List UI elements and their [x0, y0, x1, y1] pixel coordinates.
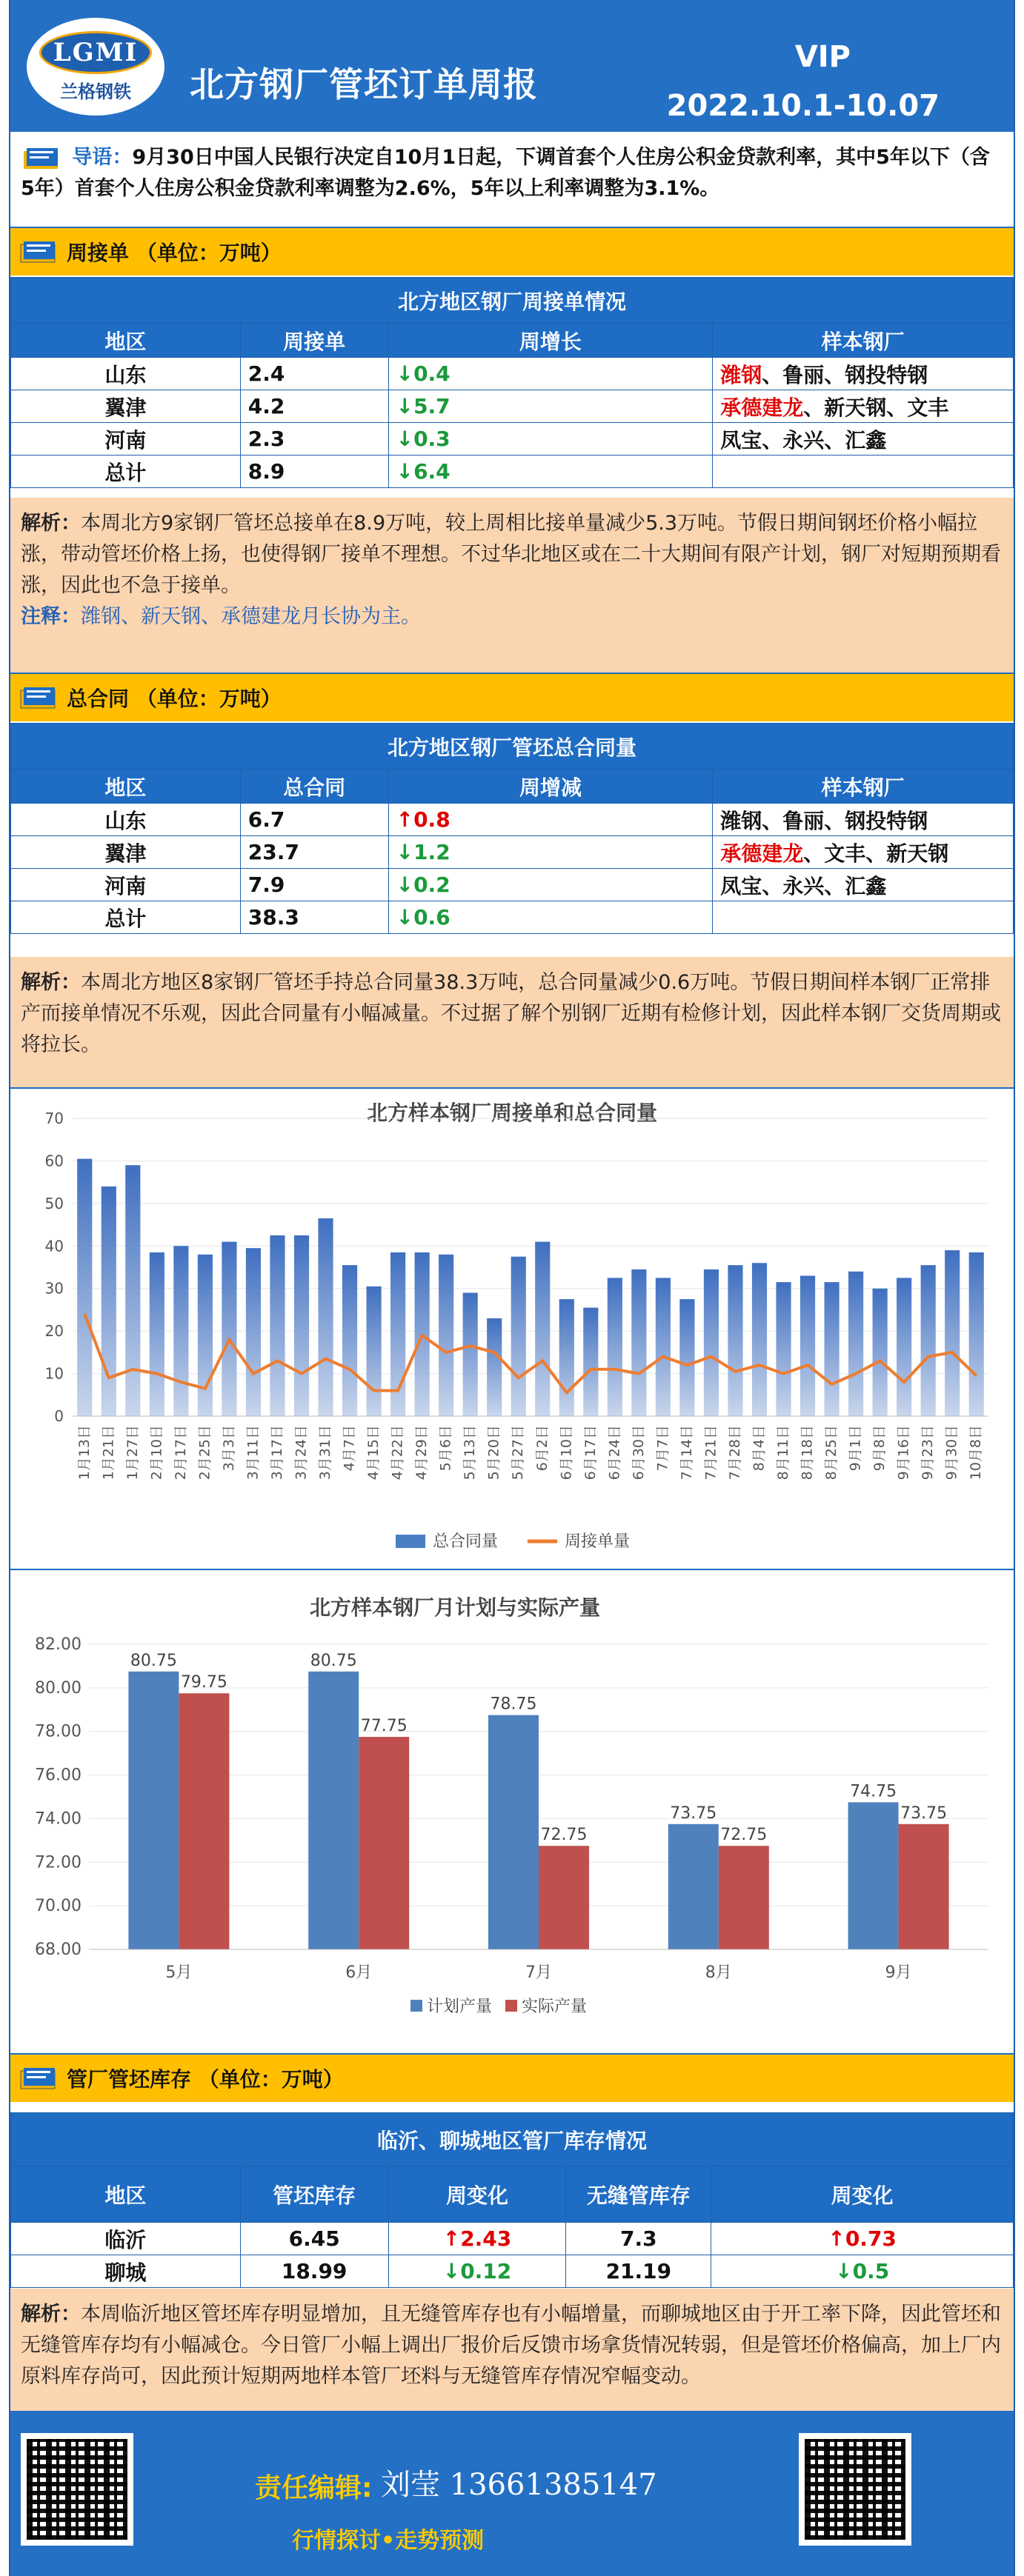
bar-total-contract: [897, 1278, 911, 1416]
data-label: 77.75: [360, 1717, 408, 1736]
bar-total-contract: [173, 1246, 188, 1416]
data-label: 78.75: [490, 1695, 537, 1714]
mills-highlight: 承德建龙: [720, 841, 804, 866]
bar-total-contract: [873, 1289, 888, 1416]
region-cell: 河南: [11, 423, 241, 456]
y-tick-label: 72.00: [35, 1853, 82, 1872]
bar-total-contract: [222, 1242, 236, 1416]
region-cell: 山东: [11, 358, 241, 390]
change-cell: [388, 2255, 566, 2288]
change-value: 2.43: [460, 2226, 512, 2251]
bar-total-contract: [921, 1265, 936, 1416]
bar-actual-output: [179, 1693, 229, 1949]
report-header: [10, 0, 1014, 132]
value-cell: 4.2: [240, 390, 388, 423]
y-tick-label: 68.00: [35, 1941, 82, 1959]
y-tick-label: 10: [44, 1364, 64, 1383]
x-tick-label: 2月17日: [172, 1425, 189, 1481]
bar-total-contract: [679, 1299, 694, 1416]
legend-label: 周接单量: [565, 1532, 631, 1551]
chart-title: 北方样本钢厂周接单和总合同量: [366, 1101, 658, 1125]
bar-total-contract: [752, 1263, 767, 1416]
change-cell: [388, 456, 713, 488]
region-cell: 临沂: [11, 2223, 241, 2255]
bar-total-contract: [800, 1275, 815, 1416]
x-tick-label: 3月3日: [220, 1425, 237, 1472]
chart-title: 北方样本钢厂月计划与实际产量: [309, 1595, 601, 1620]
chart-orders-contracts: [10, 1087, 1014, 1569]
data-label: 72.75: [720, 1826, 768, 1845]
bar-planned-output: [488, 1715, 539, 1949]
mills-highlight: 潍钢: [720, 362, 762, 387]
section-title: 周接单 （单位：万吨）: [67, 241, 282, 265]
table-row: [11, 869, 1014, 901]
x-tick-label: 10月8日: [968, 1425, 985, 1481]
region-cell: 总计: [11, 901, 241, 934]
x-tick-label: 7月14日: [678, 1425, 695, 1481]
mills-text: 潍钢、鲁丽、钢投特钢: [720, 808, 928, 833]
x-tick-label: 1月21日: [100, 1425, 117, 1481]
bar-total-contract: [945, 1250, 960, 1416]
mills-text: 、新天钢、文丰: [803, 395, 949, 420]
mills-text: 、鲁丽、钢投特钢: [762, 362, 928, 387]
section-title: 总合同 （单位：万吨）: [67, 687, 282, 711]
legend-swatch-actual: [505, 2000, 517, 2012]
data-label: 80.75: [310, 1651, 357, 1670]
legend-label: 实际产量: [522, 1998, 588, 2016]
y-tick-label: 50: [44, 1194, 64, 1212]
down-arrow-icon: ↓: [396, 840, 414, 864]
editor-label: 责任编辑:: [255, 2473, 373, 2503]
x-tick-label: 6月30日: [630, 1425, 647, 1481]
x-tick-label: 9月1日: [847, 1425, 864, 1472]
section-weekly-orders-header: [10, 227, 1014, 276]
change-value: 0.8: [413, 807, 451, 832]
change-cell: [388, 358, 713, 390]
region-cell: 聊城: [11, 2255, 241, 2288]
weekly-orders-table: [10, 277, 1014, 488]
mills-highlight: 承德建龙: [720, 395, 804, 420]
mills-cell: [713, 804, 1014, 836]
bar-total-contract: [487, 1318, 502, 1416]
x-tick-label: 1月13日: [76, 1425, 93, 1481]
column-header: 样本钢厂: [713, 324, 1014, 358]
mills-cell: [713, 836, 1014, 869]
y-tick-label: 40: [44, 1237, 64, 1255]
x-tick-label: 6月17日: [582, 1425, 599, 1481]
bar-planned-output: [848, 1802, 899, 1949]
data-label: 72.75: [540, 1826, 588, 1845]
down-arrow-icon: ↓: [396, 394, 414, 418]
y-tick-label: 70.00: [35, 1897, 82, 1916]
mills-text: 凤宝、永兴、汇鑫: [720, 873, 887, 898]
x-tick-label: 4月29日: [413, 1425, 430, 1481]
logo-mark: LGMI: [39, 31, 152, 74]
change-cell: [388, 390, 713, 423]
x-tick-label: 8月4日: [751, 1425, 768, 1472]
x-tick-label: 6月24日: [606, 1425, 623, 1481]
table-row: [11, 390, 1014, 423]
column-header: 无缝管库存: [566, 2166, 711, 2223]
value-cell: 38.3: [240, 901, 388, 934]
bar-actual-output: [539, 1846, 589, 1949]
x-tick-label: 7月21日: [702, 1425, 719, 1481]
note-label: 注释：: [21, 605, 81, 628]
y-tick-label: 70: [44, 1110, 64, 1127]
vip-badge: VIP: [794, 40, 851, 74]
book-icon: [18, 237, 59, 267]
intro-label: 导语：: [72, 146, 133, 169]
chart-orders-contracts-svg: [10, 1089, 1014, 1567]
x-tick-label: 5月27日: [510, 1425, 527, 1481]
column-header: 地区: [11, 770, 241, 804]
region-cell: 总计: [11, 456, 241, 488]
analysis-text: 本周北方9家钢厂管坯总接单在8.9万吨，较上周相比接单量减少5.3万吨。节假日期间钢坯价格小幅拉涨，带动管坯价格上扬，也使得钢厂接单不理想。不过华北地区或在二十大期间有限产计划，钢厂对短期预期看涨，因此也不急于接单。: [21, 512, 1001, 597]
bar-total-contract: [559, 1299, 574, 1416]
change-cell: [388, 869, 713, 901]
x-tick-label: 3月31日: [317, 1425, 334, 1481]
stock-cell: 6.45: [240, 2223, 388, 2255]
mills-cell: [713, 901, 1014, 934]
value-cell: 2.3: [240, 423, 388, 456]
bar-total-contract: [776, 1282, 791, 1416]
bar-total-contract: [631, 1269, 646, 1416]
y-tick-label: 20: [44, 1322, 64, 1341]
x-tick-label: 8月11日: [775, 1425, 792, 1481]
intro-text: 9月30日中国人民银行决定自10月1日起，下调首套个人住房公积金贷款利率，其中5年以下（含5年）首套个人住房公积金贷款利率调整为2.6%，5年以上利率调整为3.1%。: [21, 146, 990, 200]
value-cell: 2.4: [240, 358, 388, 390]
bar-total-contract: [728, 1265, 742, 1416]
analysis-label: 解析：: [21, 512, 81, 535]
y-tick-label: 0: [54, 1407, 64, 1425]
x-tick-label: 9月23日: [920, 1425, 937, 1481]
bar-total-contract: [366, 1287, 381, 1416]
x-tick-label: 1月27日: [124, 1425, 141, 1481]
column-header: 周增减: [388, 770, 713, 804]
mills-text: 凤宝、永兴、汇鑫: [720, 427, 887, 453]
bar-planned-output: [128, 1672, 179, 1949]
book-icon: [18, 2063, 59, 2093]
bar-total-contract: [608, 1278, 622, 1416]
seamless-stock-cell: 21.19: [566, 2255, 711, 2288]
data-label: 74.75: [850, 1782, 897, 1801]
y-tick-label: 60: [44, 1152, 64, 1170]
table-title: 北方地区钢厂管坯总合同量: [11, 724, 1014, 770]
book-icon: [21, 144, 62, 173]
bar-total-contract: [704, 1269, 719, 1416]
change-cell: [388, 804, 713, 836]
data-label: 80.75: [130, 1651, 177, 1670]
x-tick-label: 8月18日: [799, 1425, 816, 1481]
table-row: [11, 901, 1014, 934]
region-cell: 翼津: [11, 836, 241, 869]
up-arrow-icon: ↑: [828, 2226, 845, 2251]
stock-cell: 18.99: [240, 2255, 388, 2288]
legend-label: 总合同量: [433, 1532, 499, 1551]
table-row: [11, 423, 1014, 456]
bar-total-contract: [848, 1272, 863, 1416]
chart-monthly-output: [10, 1569, 1014, 2052]
total-contracts-analysis: [10, 957, 1014, 1087]
editor-contact: 刘莹 13661385147: [381, 2468, 657, 2502]
down-arrow-icon: ↓: [396, 361, 414, 386]
bar-total-contract: [270, 1235, 285, 1416]
region-cell: 山东: [11, 804, 241, 836]
footer-slogan: 行情探讨•走势预测: [292, 2528, 485, 2554]
mills-text: 、文丰、新天钢: [803, 841, 949, 866]
up-arrow-icon: ↑: [396, 807, 414, 832]
analysis-label: 解析：: [21, 971, 81, 994]
change-value: 1.2: [413, 840, 451, 864]
report-footer: [10, 2411, 1014, 2576]
table-title: 临沂、聊城地区管厂库存情况: [11, 2113, 1014, 2166]
x-tick-label: 5月13日: [462, 1425, 479, 1481]
bar-actual-output: [719, 1846, 769, 1949]
analysis-text: 本周北方地区8家钢厂管坯手持总合同量38.3万吨，总合同量减少0.6万吨。节假日期间样本钢厂正常排产而接单情况不乐观，因此合同量有小幅减量。不过据了解个别钢厂近期有检修计划，因此样本钢厂交货周期或将拉长。: [21, 971, 1001, 1056]
change-value: 6.4: [413, 459, 451, 484]
mills-cell: [713, 358, 1014, 390]
change-value: 0.3: [413, 427, 451, 451]
legend-label: 计划产量: [427, 1998, 493, 2016]
down-arrow-icon: ↓: [396, 872, 414, 897]
mills-cell: [713, 456, 1014, 488]
bar-total-contract: [535, 1242, 550, 1416]
report-title: 北方钢厂管坯订单周报: [190, 64, 538, 104]
bar-planned-output: [668, 1824, 719, 1949]
bar-total-contract: [342, 1265, 357, 1416]
change-cell: [711, 2223, 1014, 2255]
legend-swatch-bars: [396, 1535, 425, 1548]
value-cell: 7.9: [240, 869, 388, 901]
bar-actual-output: [359, 1737, 409, 1949]
x-tick-label: 5月20日: [485, 1425, 502, 1481]
bar-total-contract: [511, 1257, 526, 1416]
analysis-text: 本周临沂地区管坯库存明显增加，且无缝管库存也有小幅增量，而聊城地区由于开工率下降，因此管坯和无缝管库存均有小幅减仓。今日管厂小幅上调出厂报价后反馈市场拿货情况转弱，但是管坯价格偏高，加上厂内原料库存尚可，因此预计短期两地样本管厂坯料与无缝管库存情况窄幅变动。: [21, 2303, 1001, 2388]
mills-cell: [713, 423, 1014, 456]
x-tick-label: 9月30日: [943, 1425, 960, 1481]
bar-total-contract: [969, 1252, 984, 1416]
column-header: 周接单: [240, 324, 388, 358]
bar-total-contract: [150, 1252, 164, 1416]
change-cell: [388, 2223, 566, 2255]
bar-total-contract: [125, 1165, 140, 1416]
x-tick-label: 8月25日: [823, 1425, 840, 1481]
down-arrow-icon: ↓: [835, 2259, 853, 2283]
line-weekly-orders: [84, 1314, 976, 1392]
x-tick-label: 5月: [165, 1963, 193, 1982]
table-row: [11, 358, 1014, 390]
bar-total-contract: [77, 1159, 92, 1416]
total-contracts-table: [10, 723, 1014, 934]
bar-total-contract: [246, 1248, 261, 1416]
weekly-orders-analysis: [10, 498, 1014, 673]
bar-total-contract: [463, 1292, 478, 1416]
data-label: 79.75: [180, 1673, 227, 1692]
y-tick-label: 30: [44, 1279, 64, 1298]
column-header: 样本钢厂: [713, 770, 1014, 804]
value-cell: 6.7: [240, 804, 388, 836]
change-value: 0.6: [413, 905, 451, 930]
mills-cell: [713, 869, 1014, 901]
x-tick-label: 4月7日: [341, 1425, 358, 1472]
down-arrow-icon: ↓: [442, 2259, 461, 2283]
change-value: 0.2: [413, 872, 451, 897]
up-arrow-icon: ↑: [442, 2226, 461, 2251]
legend-swatch-planned: [410, 2000, 422, 2012]
company-logo: [27, 18, 164, 116]
x-tick-label: 6月10日: [558, 1425, 575, 1481]
x-tick-label: 9月: [885, 1963, 912, 1982]
value-cell: 8.9: [240, 456, 388, 488]
column-header: 管坯库存: [240, 2166, 388, 2223]
down-arrow-icon: ↓: [396, 459, 414, 484]
x-tick-label: 5月6日: [437, 1425, 454, 1472]
x-tick-label: 6月2日: [533, 1425, 551, 1472]
value-cell: 23.7: [240, 836, 388, 869]
column-header: 周变化: [388, 2166, 566, 2223]
bar-total-contract: [656, 1278, 671, 1416]
x-tick-label: 7月28日: [726, 1425, 743, 1481]
column-header: 地区: [11, 2166, 241, 2223]
change-cell: [388, 423, 713, 456]
analysis-label: 解析：: [21, 2303, 81, 2326]
x-tick-label: 3月24日: [293, 1425, 310, 1481]
bar-total-contract: [439, 1255, 453, 1416]
logo-text: 兰格钢铁: [60, 80, 131, 102]
y-tick-label: 76.00: [35, 1766, 82, 1785]
x-tick-label: 7月7日: [654, 1425, 671, 1472]
change-cell: [388, 901, 713, 934]
report-date: 2022.10.1-10.07: [666, 89, 940, 123]
down-arrow-icon: ↓: [396, 905, 414, 930]
change-value: 0.4: [413, 361, 451, 386]
bar-total-contract: [824, 1282, 839, 1416]
report-page: [9, 0, 1015, 2576]
intro-block: [10, 132, 1014, 227]
y-tick-label: 74.00: [35, 1809, 82, 1829]
qr-code-right[interactable]: [799, 2433, 911, 2546]
change-value: 0.12: [460, 2259, 512, 2283]
bar-total-contract: [198, 1255, 213, 1416]
x-tick-label: 2月25日: [196, 1425, 213, 1481]
section-title: 管厂管坯库存 （单位：万吨）: [67, 2067, 344, 2092]
note-text: 潍钢、新天钢、承德建龙月长协为主。: [81, 605, 421, 628]
x-tick-label: 9月8日: [871, 1425, 888, 1472]
table-row: [11, 456, 1014, 488]
mills-cell: [713, 390, 1014, 423]
x-tick-label: 3月11日: [245, 1425, 262, 1481]
column-header: 周增长: [388, 324, 713, 358]
book-icon: [18, 683, 59, 713]
x-tick-label: 4月15日: [365, 1425, 382, 1481]
x-tick-label: 9月16日: [895, 1425, 912, 1481]
inventory-analysis: [10, 2289, 1014, 2411]
x-tick-label: 3月17日: [268, 1425, 285, 1481]
chart-monthly-output-svg: [10, 1570, 1014, 2050]
bar-actual-output: [899, 1824, 949, 1949]
change-cell: [711, 2255, 1014, 2288]
column-header: 周变化: [711, 2166, 1014, 2223]
data-label: 73.75: [900, 1803, 948, 1823]
x-tick-label: 8月: [705, 1963, 732, 1982]
bar-planned-output: [308, 1672, 359, 1949]
column-header: 总合同: [240, 770, 388, 804]
section-inventory-header: [10, 2053, 1014, 2102]
y-tick-label: 80.00: [35, 1678, 82, 1698]
table-row: [11, 804, 1014, 836]
change-value: 0.73: [845, 2226, 897, 2251]
bar-total-contract: [102, 1187, 116, 1416]
region-cell: 翼津: [11, 390, 241, 423]
y-tick-label: 78.00: [35, 1722, 82, 1741]
x-tick-label: 2月10日: [148, 1425, 165, 1481]
seamless-stock-cell: 7.3: [566, 2223, 711, 2255]
qr-code-left[interactable]: [21, 2433, 133, 2546]
section-total-contracts-header: [10, 673, 1014, 721]
column-header: 地区: [11, 324, 241, 358]
table-row: [11, 2255, 1014, 2288]
change-value: 0.5: [852, 2259, 890, 2283]
x-tick-label: 4月22日: [389, 1425, 406, 1481]
bar-total-contract: [294, 1235, 309, 1416]
region-cell: 河南: [11, 869, 241, 901]
inventory-table: [10, 2112, 1014, 2288]
table-row: [11, 2223, 1014, 2255]
change-value: 5.7: [413, 394, 451, 418]
bar-total-contract: [583, 1308, 598, 1416]
down-arrow-icon: ↓: [396, 427, 414, 451]
x-tick-label: 6月: [345, 1963, 373, 1982]
bar-total-contract: [318, 1218, 333, 1416]
data-label: 73.75: [670, 1803, 717, 1823]
change-cell: [388, 836, 713, 869]
table-row: [11, 836, 1014, 869]
y-tick-label: 82.00: [35, 1635, 82, 1654]
x-tick-label: 7月: [525, 1963, 552, 1982]
table-title: 北方地区钢厂周接单情况: [11, 278, 1014, 324]
